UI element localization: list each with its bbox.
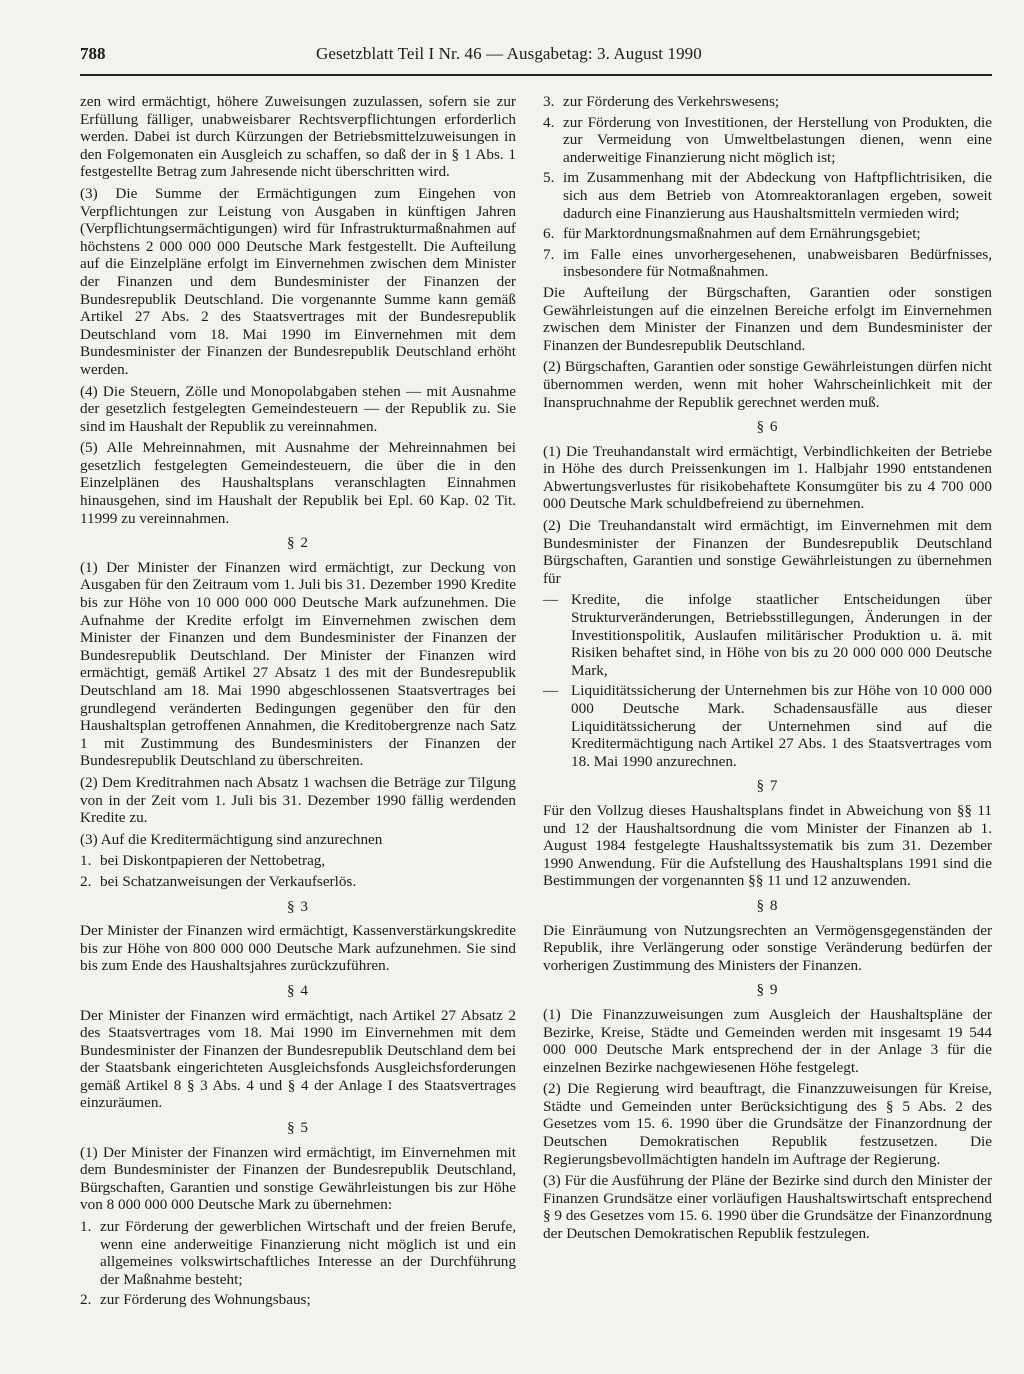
list-item-text: Kredite, die infolge staatlicher Entscheidungen über Strukturveränderungen, Betriebsstillegungen, Änderungen in der Investitionspolitik, Auslaufen militärischer Produktion u. ä. mit Risiken behaftet sind, in Höhe von bis zu 20 000 000 000 Deutsche Mark,: [571, 591, 992, 679]
paragraph: (2) Dem Kreditrahmen nach Absatz 1 wachsen die Beträge zur Tilgung von in der Zeit vom 1. Juli bis 31. Dezember 1990 fällig werdenden Kredite zu.: [80, 773, 516, 827]
paragraph: (1) Die Treuhandanstalt wird ermächtigt, Verbindlichkeiten der Betriebe in Höhe des durch Preissenkungen im 1. Halbjahr 1990 entstandenen Abwertungsverlustes für risikobehaftete Konsumgüter bis zu 4 700 000 000 Deutsche Mark schuldbefreiend zu übernehmen.: [543, 442, 992, 513]
list-item-text: bei Diskontpapieren der Nettobetrag,: [100, 852, 326, 870]
list-item-text: im Zusammenhang mit der Abdeckung von Haftpflichtrisiken, die sich aus dem Betrieb von Atomreaktoranlagen ergeben, soweit dadurch eine Finanzierung aus Haushaltsmitteln vermieden wird;: [563, 169, 992, 222]
numbered-list-item: [80, 852, 516, 870]
section-heading: § 2: [287, 534, 309, 552]
list-item-text: bei Schatzanweisungen der Verkaufserlös.: [100, 872, 357, 890]
list-item-text: zur Förderung des Verkehrswesens;: [563, 93, 780, 110]
numbered-list-item: [80, 1218, 516, 1288]
paragraph: Die Aufteilung der Bürgschaften, Garantien oder sonstigen Gewährleistungen auf die einzelnen Bereiche erfolgt im Einvernehmen zwischen dem Minister der Finanzen und dem Bundesminister der Finanzen der Bundesrepublik Deutschland.: [543, 283, 992, 354]
list-item-text: Liquiditätssicherung der Unternehmen bis zur Höhe von 10 000 000 000 Deutsche Mark. Schadensausfälle aus dieser Liquiditätssicherung der Unternehmen sind auf die Kreditermächtigung nach Artikel 27 Abs. 1 des Staatsvertrages vom 18. Mai 1990 anzurechnen.: [571, 682, 992, 770]
paragraph: Der Minister der Finanzen wird ermächtigt, nach Artikel 27 Absatz 2 des Staatsvertrages vom 18. Mai 1990 im Einvernehmen mit dem Bundesminister der Finanzen der Bundesrepublik Deutschland dem bei der Staatsbank eingerichteten Ausgleichsfonds Ausgleichsforderungen gemäß Artikel 8 § 3 Abs. 4 und § 4 der Anlage I des Staatsvertrages einzuräumen.: [80, 1006, 516, 1112]
paragraph: Für den Vollzug dieses Haushaltsplans findet in Abweichung von §§ 11 und 12 der Haushaltsordnung die vom Minister der Finanzen ab 1. August 1984 festgelegte Haushaltssystematik bis zum 31. Dezember 1990 Anwendung. Für die Aufstellung des Haushaltsplans 1991 sind die Bestimmungen der vorgenannten §§ 11 und 12 anzuwenden.: [543, 801, 992, 890]
section-heading: § 7: [756, 777, 779, 795]
left-column: [80, 93, 516, 1312]
list-marker: 1.: [80, 852, 92, 870]
section-heading: § 5: [287, 1119, 309, 1137]
paragraph: (4) Die Steuern, Zölle und Monopolabgaben stehen — mit Ausnahme der gesetzlich festgelegten Gemeindesteuern — der Republik zu. Sie sind im Haushalt der Republik zu vereinnahmen.: [80, 382, 516, 435]
paragraph: (2) Die Treuhandanstalt wird ermächtigt, im Einvernehmen mit dem Bundesminister der Finanzen der Bundesrepublik Deutschland Bürgschaften, Garantien und sonstige Gewährleistungen zu übernehmen für: [543, 517, 992, 587]
dash-list-item: [543, 682, 992, 770]
list-marker: 5.: [543, 169, 555, 187]
paragraph: (3) Die Summe der Ermächtigungen zum Eingehen von Verpflichtungen zur Leistung von Ausgaben in künftigen Jahren (Verpflichtungsermächtigungen) wird für Infrastrukturmaßnahmen auf höchstens 2 000 000 000 Deutsche Mark festgestellt. Die Aufteilung auf die Einzelpläne erfolgt im Einvernehmen zwischen dem Minister der Finanzen und dem Bundesminister der Finanzen der Bundesrepublik Deutschland. Die vorgenannte Summe kann gemäß Artikel 27 Abs. 2 des Staatsvertrages mit der Bundesrepublik Deutschland vom 18. Mai 1990 im Einvernehmen mit dem Bundesminister der Finanzen der Bundesrepublik Deutschland erhöht werden.: [80, 184, 516, 378]
numbered-list-item: [543, 225, 992, 243]
paragraph: (2) Bürgschaften, Garantien oder sonstige Gewährleistungen dürfen nicht übernommen werden, wenn mit hoher Wahrscheinlichkeit mit der Inanspruchnahme der Republik gerechnet werden muß.: [543, 358, 992, 411]
right-column: [543, 93, 992, 1247]
paragraph: (1) Die Finanzzuweisungen zum Ausgleich der Haushaltspläne der Bezirke, Kreise, Städte und Gemeinden werden mit insgesamt 19 544 000 000 Deutsche Mark entsprechend der in der Anlage 3 für die einzelnen Bezirke nachgewiesenen Höhe festgelegt.: [543, 1005, 992, 1076]
section-heading: § 8: [756, 896, 779, 914]
paragraph: (2) Die Regierung wird beauftragt, die Finanzzuweisungen für Kreise, Städte und Gemeinden unter Berücksichtigung des § 5 Abs. 2 des Gesetzes vom 15. 6. 1990 über die Grundsätze der Finanzordnung der Deutschen Demokratischen Republik festzusetzen. Die Regierungsbevollmächtigten handeln im Auftrage der Regierung.: [543, 1080, 992, 1168]
numbered-list-item: [80, 1291, 516, 1309]
paragraph: (1) Der Minister der Finanzen wird ermächtigt, im Einvernehmen mit dem Bundesminister der Finanzen der Bundesrepublik Deutschland, Bürgschaften, Garantien und sonstige Gewährleistungen bis zur Höhe von 8 000 000 000 Deutsche Mark zu übernehmen:: [80, 1143, 516, 1214]
list-item-text: im Falle eines unvorhergesehenen, unabweisbaren Bedürfnisses, insbesondere für Notmaßnahmen.: [563, 245, 992, 281]
list-marker: 4.: [543, 113, 555, 131]
header-rule: [80, 74, 992, 76]
paragraph: (3) Auf die Kreditermächtigung sind anzurechnen: [80, 830, 383, 848]
list-marker: 7.: [543, 245, 555, 263]
page-number: 788: [80, 44, 106, 63]
dash-list-item: [543, 591, 992, 679]
list-marker: 1.: [80, 1218, 92, 1236]
paragraph: Der Minister der Finanzen wird ermächtigt, Kassenverstärkungskredite bis zur Höhe von 800 000 000 Deutsche Mark aufzunehmen. Sie sind bis zum Ende des Haushaltsjahres zurückzuführen.: [80, 922, 516, 975]
list-marker: 6.: [543, 225, 555, 243]
numbered-list-item: [543, 246, 992, 281]
paragraph: (5) Alle Mehreinnahmen, mit Ausnahme der Mehreinnahmen bei gesetzlich festgelegten Gemeindesteuern, die über die in den Einzelplänen des Haushaltsplans veranschlagten Einnahmen hinausgehen, sind im Haushalt der Republik bei Epl. 60 Kap. 02 Tit. 11999 zu vereinnahmen.: [80, 439, 516, 527]
list-item-text: zur Förderung der gewerblichen Wirtschaft und der freien Berufe, wenn eine anderweitige Finanzierung nicht möglich ist und ein allgemeines volkswirtschaftliches Interesse an der Durchführung der Maßnahme besteht;: [100, 1218, 516, 1288]
list-marker: 2.: [80, 872, 92, 890]
section-heading: § 4: [287, 981, 309, 999]
list-marker: 3.: [543, 93, 555, 110]
numbered-list-item: [543, 93, 992, 111]
list-marker: —: [543, 682, 559, 700]
numbered-list-item: [543, 169, 992, 222]
paragraph: (1) Der Minister der Finanzen wird ermächtigt, zur Deckung von Ausgaben für den Zeitraum vom 1. Juli bis 31. Dezember 1990 Kredite bis zur Höhe von 10 000 000 000 Deutsche Mark aufzunehmen. Die Aufnahme der Kredite erfolgt im Einvernehmen zwischen dem Minister der Finanzen und dem Bundesminister der Finanzen der Bundesrepublik Deutschland. Der Minister der Finanzen wird ermächtigt, gemäß Artikel 27 Absatz 1 des mit der Bundesrepublik Deutschland am 18. Mai 1990 abgeschlossenen Staatsvertrages bei grundlegend veränderten Bedingungen gegenüber den für den Haushaltsplan getroffenen Annahmen, die Kreditobergrenze nach Satz 1 mit Zustimmung des Bundesministers der Finanzen der Bundesrepublik Deutschland zu überschreiten.: [80, 558, 516, 770]
paragraph: Die Einräumung von Nutzungsrechten an Vermögensgegenständen der Republik, ihre Verlängerung oder sonstige Veränderung bedürfen der vorherigen Zustimmung des Ministers der Finanzen.: [543, 921, 992, 974]
list-item-text: zur Förderung des Wohnungsbaus;: [100, 1291, 311, 1309]
list-item-text: für Marktordnungsmaßnahmen auf dem Ernährungsgebiet;: [563, 225, 921, 243]
numbered-list-item: [543, 114, 992, 167]
section-heading: § 3: [287, 897, 309, 915]
section-heading: § 6: [756, 418, 779, 436]
list-marker: —: [543, 591, 559, 609]
paragraph: zen wird ermächtigt, höhere Zuweisungen zuzulassen, sofern sie zur Erfüllung fälliger, unabweisbarer Rechtsverpflichtungen erforderlich werden. Dabei ist durch Kürzungen der Betriebsmittelzuweisungen in den Folgemonaten ein Ausgleich zu schaffen, so daß der in § 1 Abs. 1 festgestellte Betrag zum Jahresende nicht überschritten wird.: [80, 93, 516, 181]
section-heading: § 9: [756, 981, 779, 999]
list-marker: 2.: [80, 1291, 92, 1309]
paragraph: (3) Für die Ausführung der Pläne der Bezirke sind durch den Minister der Finanzen Grundsätze einer vorläufigen Haushaltswirtschaft entsprechend § 9 des Gesetzes vom 15. 6. 1990 über die Grundsätze der Finanzordnung der Deutschen Demokratischen Republik festzulegen.: [543, 1172, 992, 1243]
list-item-text: zur Förderung von Investitionen, der Herstellung von Produkten, die zur Vermeidung von Umweltbelastungen dienen, wenn eine anderweitige Finanzierung nicht möglich ist;: [563, 113, 992, 166]
running-title: Gesetzblatt Teil I Nr. 46 — Ausgabetag: 3. August 1990: [316, 44, 702, 63]
numbered-list-item: [80, 873, 516, 891]
page-header: [80, 44, 992, 70]
